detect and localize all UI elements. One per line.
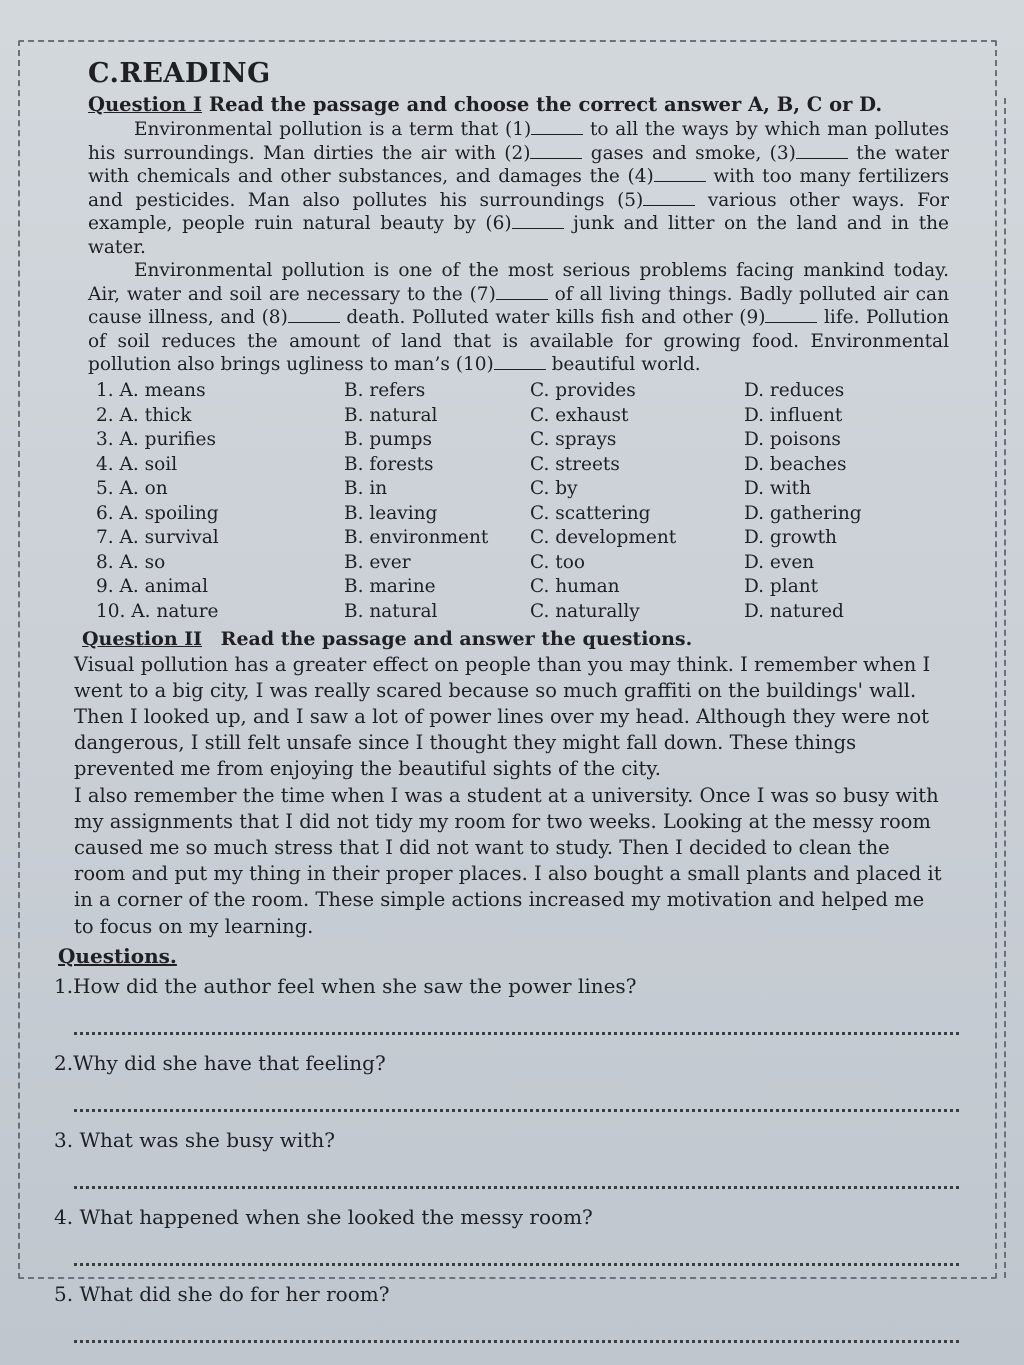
option-b: B. refers xyxy=(344,380,426,402)
question-item-3 xyxy=(54,1128,949,1189)
option-b: B. in xyxy=(344,478,388,500)
passage-text: gases and smoke, (3) xyxy=(582,142,796,164)
passage-text: life. Pollution of soil reduces the amount of land that is available for growing food. Environmental pollution also brings ugliness to man’s (10) xyxy=(88,307,950,375)
option-c: C. exhaust xyxy=(530,404,629,426)
answer-line[interactable] xyxy=(74,1156,959,1189)
option-a: 7. A. survival xyxy=(96,527,219,549)
question1-heading xyxy=(88,93,949,116)
passage-text: Environmental pollution is a term that (1) xyxy=(134,119,532,140)
passage-text: the water with chemicals and other substances, and damages the (4) xyxy=(88,142,949,187)
option-b: B. natural xyxy=(344,600,438,622)
question-item-2 xyxy=(54,1051,949,1112)
next-page-edge xyxy=(1004,98,1024,1278)
option-a: 1. A. means xyxy=(96,380,206,402)
passage1-paragraph2 xyxy=(88,259,949,377)
blank-1 xyxy=(531,120,583,135)
option-d: D. beaches xyxy=(744,453,847,475)
option-d: D. growth xyxy=(744,527,837,549)
option-row xyxy=(96,403,949,428)
option-row xyxy=(96,599,949,624)
option-d: D. influent xyxy=(744,404,843,426)
option-a: 2. A. thick xyxy=(96,404,192,426)
blank-8 xyxy=(288,308,340,323)
option-c: C. streets xyxy=(530,453,620,475)
option-a: 10. A. nature xyxy=(96,600,219,622)
option-d: D. poisons xyxy=(744,429,841,451)
question-item-4 xyxy=(54,1205,949,1266)
option-d: D. plant xyxy=(744,576,819,598)
passage-text: of all living things. Badly polluted air can cause illness, and (8) xyxy=(88,283,949,328)
option-a: 8. A. so xyxy=(96,551,166,573)
question2-label: Question II xyxy=(82,627,203,650)
worksheet-content xyxy=(44,58,949,1359)
blank-3 xyxy=(796,144,848,159)
option-a: 5. A. on xyxy=(96,478,168,500)
option-c: C. provides xyxy=(530,380,636,402)
answer-options xyxy=(96,379,949,624)
option-c: C. scattering xyxy=(530,502,651,524)
option-c: C. human xyxy=(530,576,620,598)
blank-10 xyxy=(494,355,546,370)
passage1-paragraph1 xyxy=(88,118,949,259)
option-row xyxy=(96,550,949,575)
option-d: D. gathering xyxy=(744,502,862,524)
option-row xyxy=(96,428,949,453)
blank-6 xyxy=(512,214,564,229)
option-row xyxy=(96,501,949,526)
question-text: 2.Why did she have that feeling? xyxy=(54,1050,386,1075)
option-c: C. by xyxy=(530,478,578,500)
section-title: C.READING xyxy=(88,58,271,89)
option-c: C. naturally xyxy=(530,600,640,622)
question-item-5 xyxy=(54,1282,949,1343)
option-a: 4. A. soil xyxy=(96,453,178,475)
passage2-paragraph1: Visual pollution has a greater effect on people than you may think. I remember when I went to a big city, I was really scared because so much graffiti on the buildings' wall. Then I looked up, and I saw a lot of power lines over my head. Although they were not dangerous, I still felt unsafe since I thought they might fall down. These things prevented me from enjoying the beautiful sights of the city. xyxy=(74,652,931,781)
option-b: B. ever xyxy=(344,551,411,573)
answer-line[interactable] xyxy=(74,1002,959,1035)
option-row xyxy=(96,575,949,600)
passage-text: beautiful world. xyxy=(545,354,701,375)
passage-text: with too many fertilizers and pesticides. Man also pollutes his surroundings (5) xyxy=(88,166,949,211)
option-b: B. leaving xyxy=(344,502,438,524)
question1-instruction: Read the passage and choose the correct answer A, B, C or D. xyxy=(208,93,883,116)
question2-instruction: Read the passage and answer the questions. xyxy=(220,627,693,650)
option-row xyxy=(96,526,949,551)
blank-9 xyxy=(765,308,817,323)
option-a: 3. A. purifies xyxy=(96,429,216,451)
passage2-paragraph2: I also remember the time when I was a student at a university. Once I was so busy with my assignments that I did not tidy my room for two weeks. Looking at the messy room caused me so much stress that I did not want to study. Then I decided to clean the room and put my thing in their proper places. I also bought a small plants and placed it in a corner of the room. These simple actions increased my motivation and helped me to focus on my learning. xyxy=(74,783,942,938)
question-text: 4. What happened when she looked the messy room? xyxy=(54,1204,593,1229)
answer-line[interactable] xyxy=(74,1310,959,1343)
question-item-1 xyxy=(54,974,949,1035)
passage-text: junk and litter on the land and in the water. xyxy=(88,213,949,258)
option-row xyxy=(96,379,949,404)
option-c: C. development xyxy=(530,527,677,549)
question2-passage xyxy=(74,652,944,940)
option-a: 6. A. spoiling xyxy=(96,502,219,524)
blank-4 xyxy=(654,167,706,182)
question-text: 5. What did she do for her room? xyxy=(54,1281,390,1306)
passage-text: Environmental pollution is one of the most serious problems facing mankind today. Air, water and soil are necessary to the (7) xyxy=(88,260,949,305)
option-d: D. even xyxy=(744,551,815,573)
option-b: B. forests xyxy=(344,453,434,475)
answer-line[interactable] xyxy=(74,1079,959,1112)
option-b: B. pumps xyxy=(344,429,432,451)
option-c: C. sprays xyxy=(530,429,617,451)
question-text: 1.How did the author feel when she saw the power lines? xyxy=(54,973,637,998)
question1-label: Question I xyxy=(88,93,203,116)
option-b: B. natural xyxy=(344,404,438,426)
option-d: D. reduces xyxy=(744,380,845,402)
option-b: B. marine xyxy=(344,576,436,598)
questions-heading: Questions. xyxy=(58,943,177,968)
passage-text: death. Polluted water kills fish and other (9) xyxy=(339,307,766,328)
option-d: D. natured xyxy=(744,600,844,622)
question-text: 3. What was she busy with? xyxy=(54,1127,335,1152)
blank-7 xyxy=(496,285,548,300)
option-a: 9. A. animal xyxy=(96,576,209,598)
option-row xyxy=(96,477,949,502)
question1-passage xyxy=(88,118,949,377)
blank-2 xyxy=(530,144,582,159)
option-c: C. too xyxy=(530,551,585,573)
passage-text: various other ways. For example, people ruin natural beauty by (6) xyxy=(88,189,949,234)
option-b: B. environment xyxy=(344,527,489,549)
blank-5 xyxy=(643,191,695,206)
answer-line[interactable] xyxy=(74,1233,959,1266)
option-row xyxy=(96,452,949,477)
question2-heading xyxy=(82,628,949,650)
passage-text: to all the ways by which man pollutes his surroundings. Man dirties the air with (2) xyxy=(88,119,949,164)
option-d: D. with xyxy=(744,478,812,500)
